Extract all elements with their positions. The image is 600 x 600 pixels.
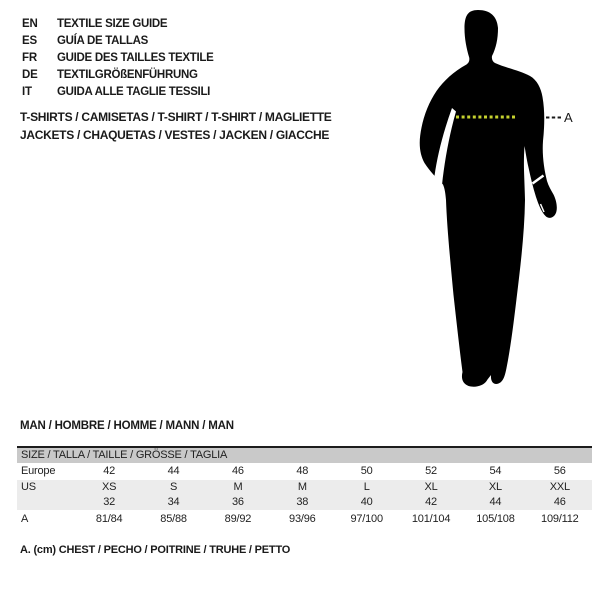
size-cell: 32: [103, 496, 116, 508]
size-cell: 50: [360, 465, 373, 477]
measure-label-a: A: [564, 110, 573, 125]
language-code: ES: [22, 35, 37, 47]
language-code: IT: [22, 86, 32, 98]
size-cell: 40: [360, 496, 373, 508]
size-cell: 81/84: [95, 513, 123, 525]
language-label: GUÍA DE TALLAS: [57, 35, 148, 47]
size-row-label: US: [21, 481, 36, 493]
size-cell: 101/104: [411, 513, 451, 525]
measurement-footnote: A. (cm) CHEST / PECHO / POITRINE / TRUHE / PETTO: [20, 544, 291, 556]
list-item: [22, 16, 214, 33]
size-row-label: Europe: [21, 465, 56, 477]
size-cell: 97/100: [350, 513, 383, 525]
size-cell: 46: [232, 465, 244, 477]
size-cell: 89/92: [224, 513, 252, 525]
size-table-row: [17, 480, 592, 495]
size-table-row: [17, 495, 592, 510]
garment-categories: [20, 109, 332, 144]
size-cell: 44: [489, 496, 502, 508]
size-cell: 42: [103, 465, 116, 477]
size-cell: 54: [489, 465, 502, 477]
language-guide-list: [22, 16, 214, 101]
size-row-label: A: [21, 513, 29, 525]
size-cell: 56: [553, 465, 566, 477]
size-table-rows: [17, 463, 592, 528]
man-silhouette-figure: [390, 0, 600, 400]
list-item: [22, 33, 214, 50]
man-silhouette-svg: [390, 0, 600, 400]
size-cell: 109/112: [541, 513, 579, 525]
size-row-label: [17, 495, 77, 510]
size-cell: 38: [296, 496, 309, 508]
size-table-row: [17, 463, 592, 480]
size-cell: 93/96: [289, 513, 316, 525]
size-table-row: [17, 510, 592, 528]
size-cell: M: [297, 481, 307, 493]
size-cell: 105/108: [476, 513, 515, 525]
category-line-tshirts: T-SHIRTS / CAMISETAS / T-SHIRT / T-SHIRT / MAGLIETTE: [20, 110, 332, 124]
size-cell: 85/88: [160, 513, 187, 525]
man-silhouette-body: [420, 10, 557, 387]
size-cell: 52: [425, 465, 437, 477]
size-cell: XS: [102, 481, 117, 493]
size-cell: XXL: [549, 481, 570, 493]
size-table: [17, 446, 592, 528]
language-label: GUIDA ALLE TAGLIE TESSILI: [57, 86, 211, 98]
list-item: [22, 50, 214, 67]
language-code: DE: [22, 69, 38, 81]
language-label: TEXTILGRÖßENFÜHRUNG: [57, 69, 198, 81]
language-code: EN: [22, 18, 38, 30]
language-label: TEXTILE SIZE GUIDE: [57, 18, 168, 30]
size-cell: 36: [232, 496, 244, 508]
size-cell: 48: [296, 465, 309, 477]
size-cell: M: [233, 481, 243, 493]
list-item: [22, 84, 214, 101]
language-label: GUIDE DES TAILLES TEXTILE: [57, 52, 214, 64]
size-cell: XL: [424, 481, 438, 493]
size-cell: S: [169, 481, 178, 493]
language-code: FR: [22, 52, 37, 64]
size-cell: L: [363, 481, 370, 493]
list-item: [22, 67, 214, 84]
size-cell: 34: [167, 496, 180, 508]
size-table-header: SIZE / TALLA / TAILLE / GRÖSSE / TAGLIA: [17, 448, 592, 463]
category-line-jackets: JACKETS / CHAQUETAS / VESTES / JACKEN / GIACCHE: [20, 127, 330, 142]
size-cell: 42: [425, 496, 437, 508]
size-cell: XL: [488, 481, 502, 493]
size-cell: 46: [553, 496, 566, 508]
section-title-man: MAN / HOMBRE / HOMME / MANN / MAN: [20, 420, 234, 432]
size-cell: 44: [167, 465, 180, 477]
